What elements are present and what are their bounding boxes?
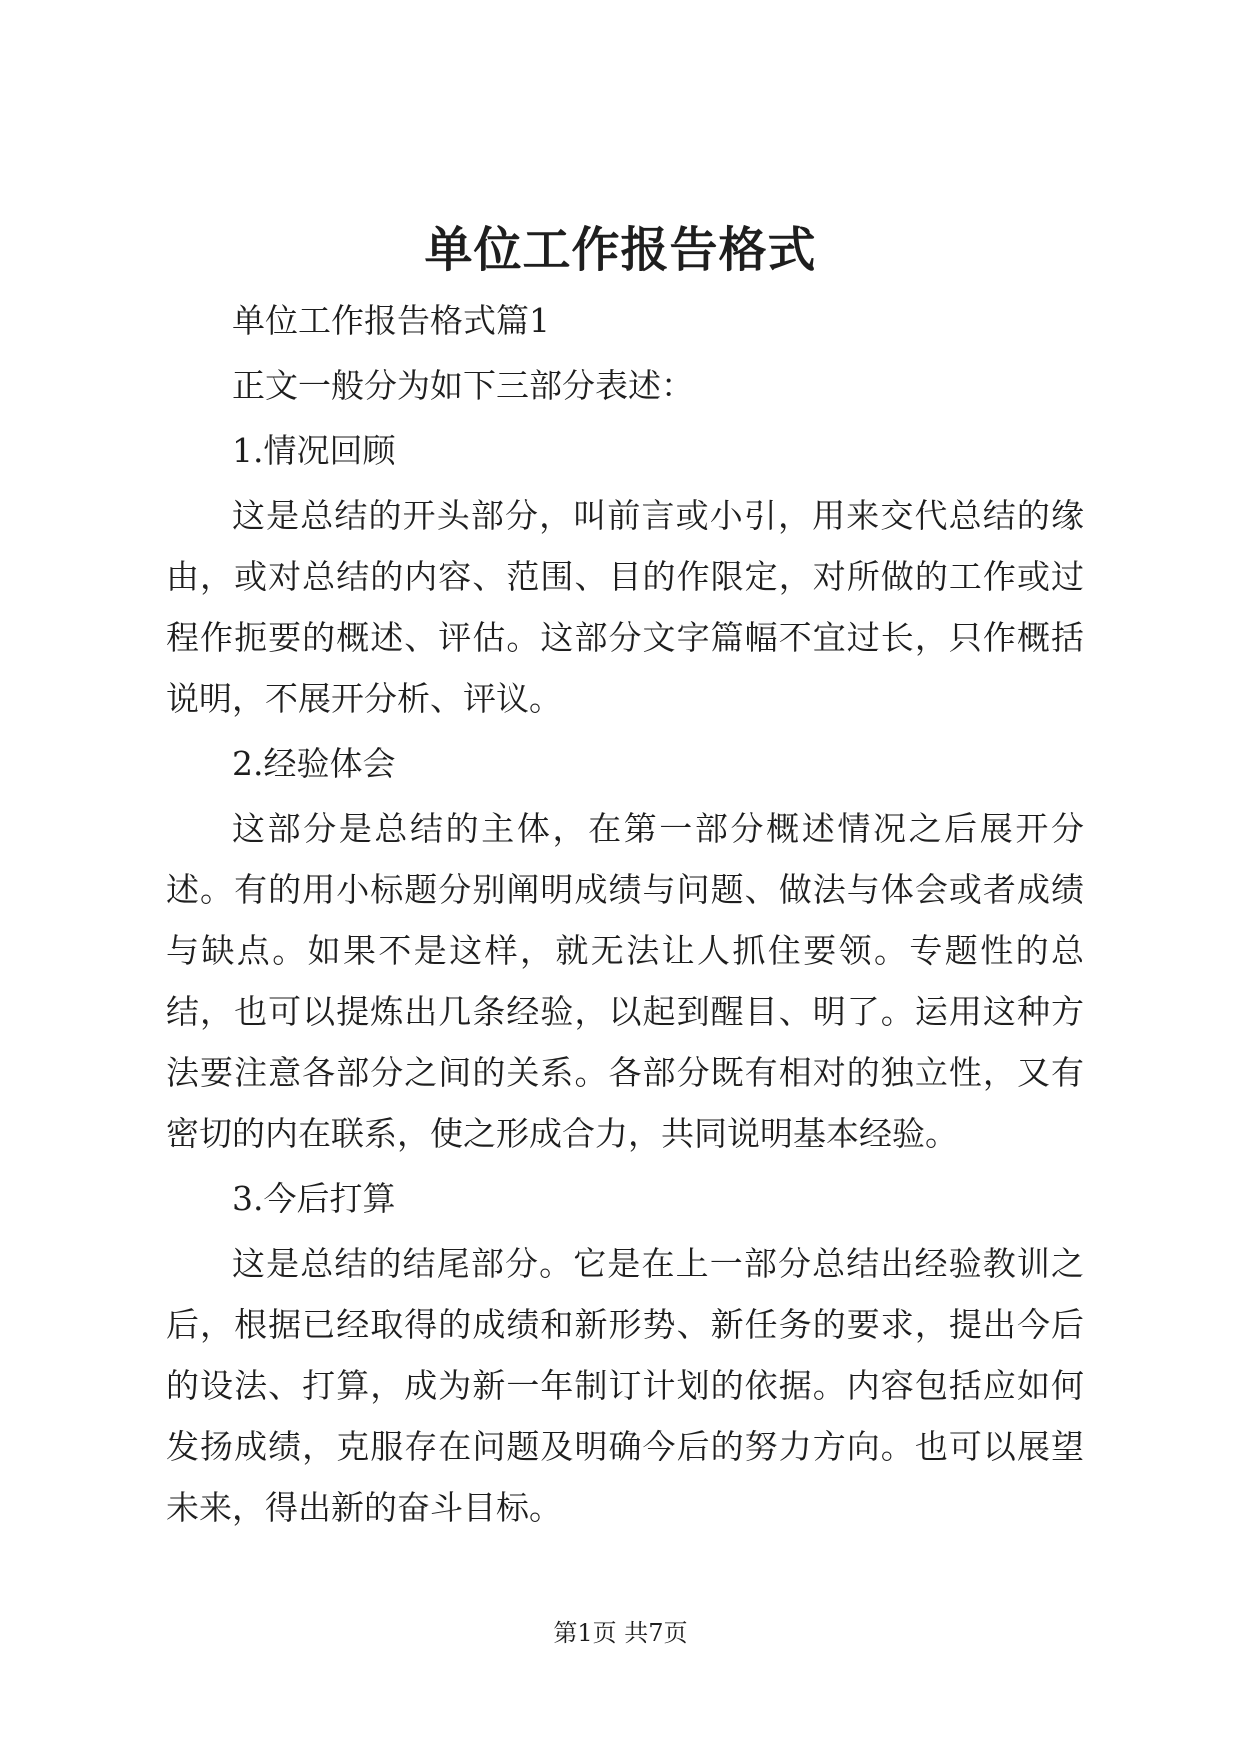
paragraph-body-1: 这是总结的开头部分，叫前言或小引，用来交代总结的缘由，或对总结的内容、范围、目的作限定，对所做的工作或过程作扼要的概述、评估。这部分文字篇幅不宜过长，只作概括说明，不展开分析、评议。 bbox=[166, 496, 1084, 718]
paragraph-intro: 正文一般分为如下三部分表述： bbox=[232, 366, 694, 405]
paragraph-body-3: 这是总结的结尾部分。它是在上一部分总结出经验教训之后，根据已经取得的成绩和新形势、新任务的要求，提出今后的设法、打算，成为新一年制订计划的依据。内容包括应如何发扬成绩，克服存在问题及明确今后的努力方向。也可以展望未来，得出新的奋斗目标。 bbox=[166, 1244, 1084, 1527]
paragraph-section-heading: 单位工作报告格式篇1 bbox=[232, 301, 550, 340]
paragraph-body-2: 这部分是总结的主体，在第一部分概述情况之后展开分述。有的用小标题分别阐明成绩与问题、做法与体会或者成绩与缺点。如果不是这样，就无法让人抓住要领。专题性的总结，也可以提炼出几条经验，以起到醒目、明了。运用这种方法要注意各部分之间的关系。各部分既有相对的独立性，又有密切的内在联系，使之形成合力，共同说明基本经验。 bbox=[166, 809, 1084, 1153]
document-title: 单位工作报告格式 bbox=[424, 222, 817, 278]
paragraph-heading-1: 1.情况回顾 bbox=[232, 431, 396, 470]
paragraph-heading-3: 3.今后打算 bbox=[232, 1179, 396, 1218]
paragraph-heading-2: 2.经验体会 bbox=[232, 744, 396, 783]
page-footer: 第1页 共7页 bbox=[553, 1619, 688, 1647]
document-body bbox=[166, 290, 1084, 1542]
